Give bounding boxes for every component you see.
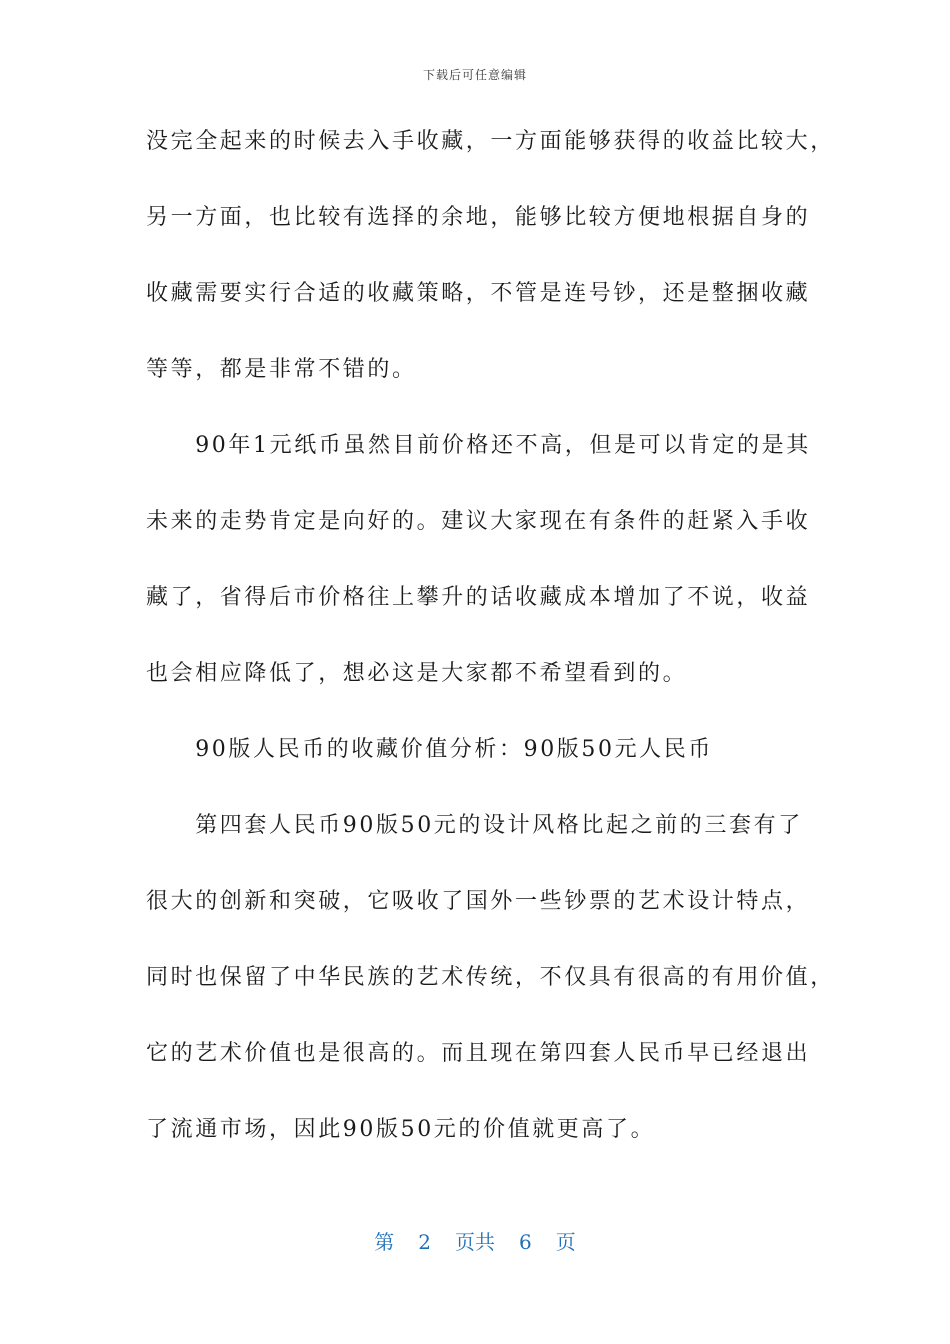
- text-line: 了流通市场，因此90版50元的价值就更高了。: [146, 1117, 656, 1142]
- page-footer: [0, 1226, 950, 1255]
- text-line: 90版人民币的收藏价值分析：90版50元人民币: [146, 737, 713, 762]
- text-line: 90年1元纸币虽然目前价格还不高，但是可以肯定的是其: [146, 433, 811, 458]
- footer-prefix: 第: [374, 1230, 395, 1254]
- text-line: 藏了，省得后市价格往上攀升的话收藏成本增加了不说，收益: [146, 585, 811, 610]
- text-line: 另一方面，也比较有选择的余地，能够比较方便地根据自身的: [146, 205, 811, 230]
- text-line: 很大的创新和突破，它吸收了国外一些钞票的艺术设计特点，: [146, 889, 811, 914]
- text-line: 第四套人民币90版50元的设计风格比起之前的三套有了: [146, 813, 803, 838]
- text-line: 未来的走势肯定是向好的。建议大家现在有条件的赶紧入手收: [146, 509, 811, 534]
- page-header: 下载后可任意编辑: [422, 68, 527, 82]
- footer-suffix: 页: [555, 1230, 576, 1254]
- text-line: 它的艺术价值也是很高的。而且现在第四套人民币早已经退出: [146, 1041, 811, 1066]
- footer-middle: 页共: [455, 1230, 495, 1254]
- text-line: 等等，都是非常不错的。: [146, 357, 417, 382]
- footer-total-pages: 6: [519, 1230, 532, 1254]
- text-line: 同时也保留了中华民族的艺术传统，不仅具有很高的有用价值，: [146, 965, 835, 990]
- footer-current-page: 2: [418, 1230, 431, 1254]
- text-line: 收藏需要实行合适的收藏策略，不管是连号钞，还是整捆收藏: [146, 281, 811, 306]
- text-line: 没完全起来的时候去入手收藏，一方面能够获得的收益比较大，: [146, 129, 835, 154]
- text-line: 也会相应降低了，想必这是大家都不希望看到的。: [146, 661, 688, 686]
